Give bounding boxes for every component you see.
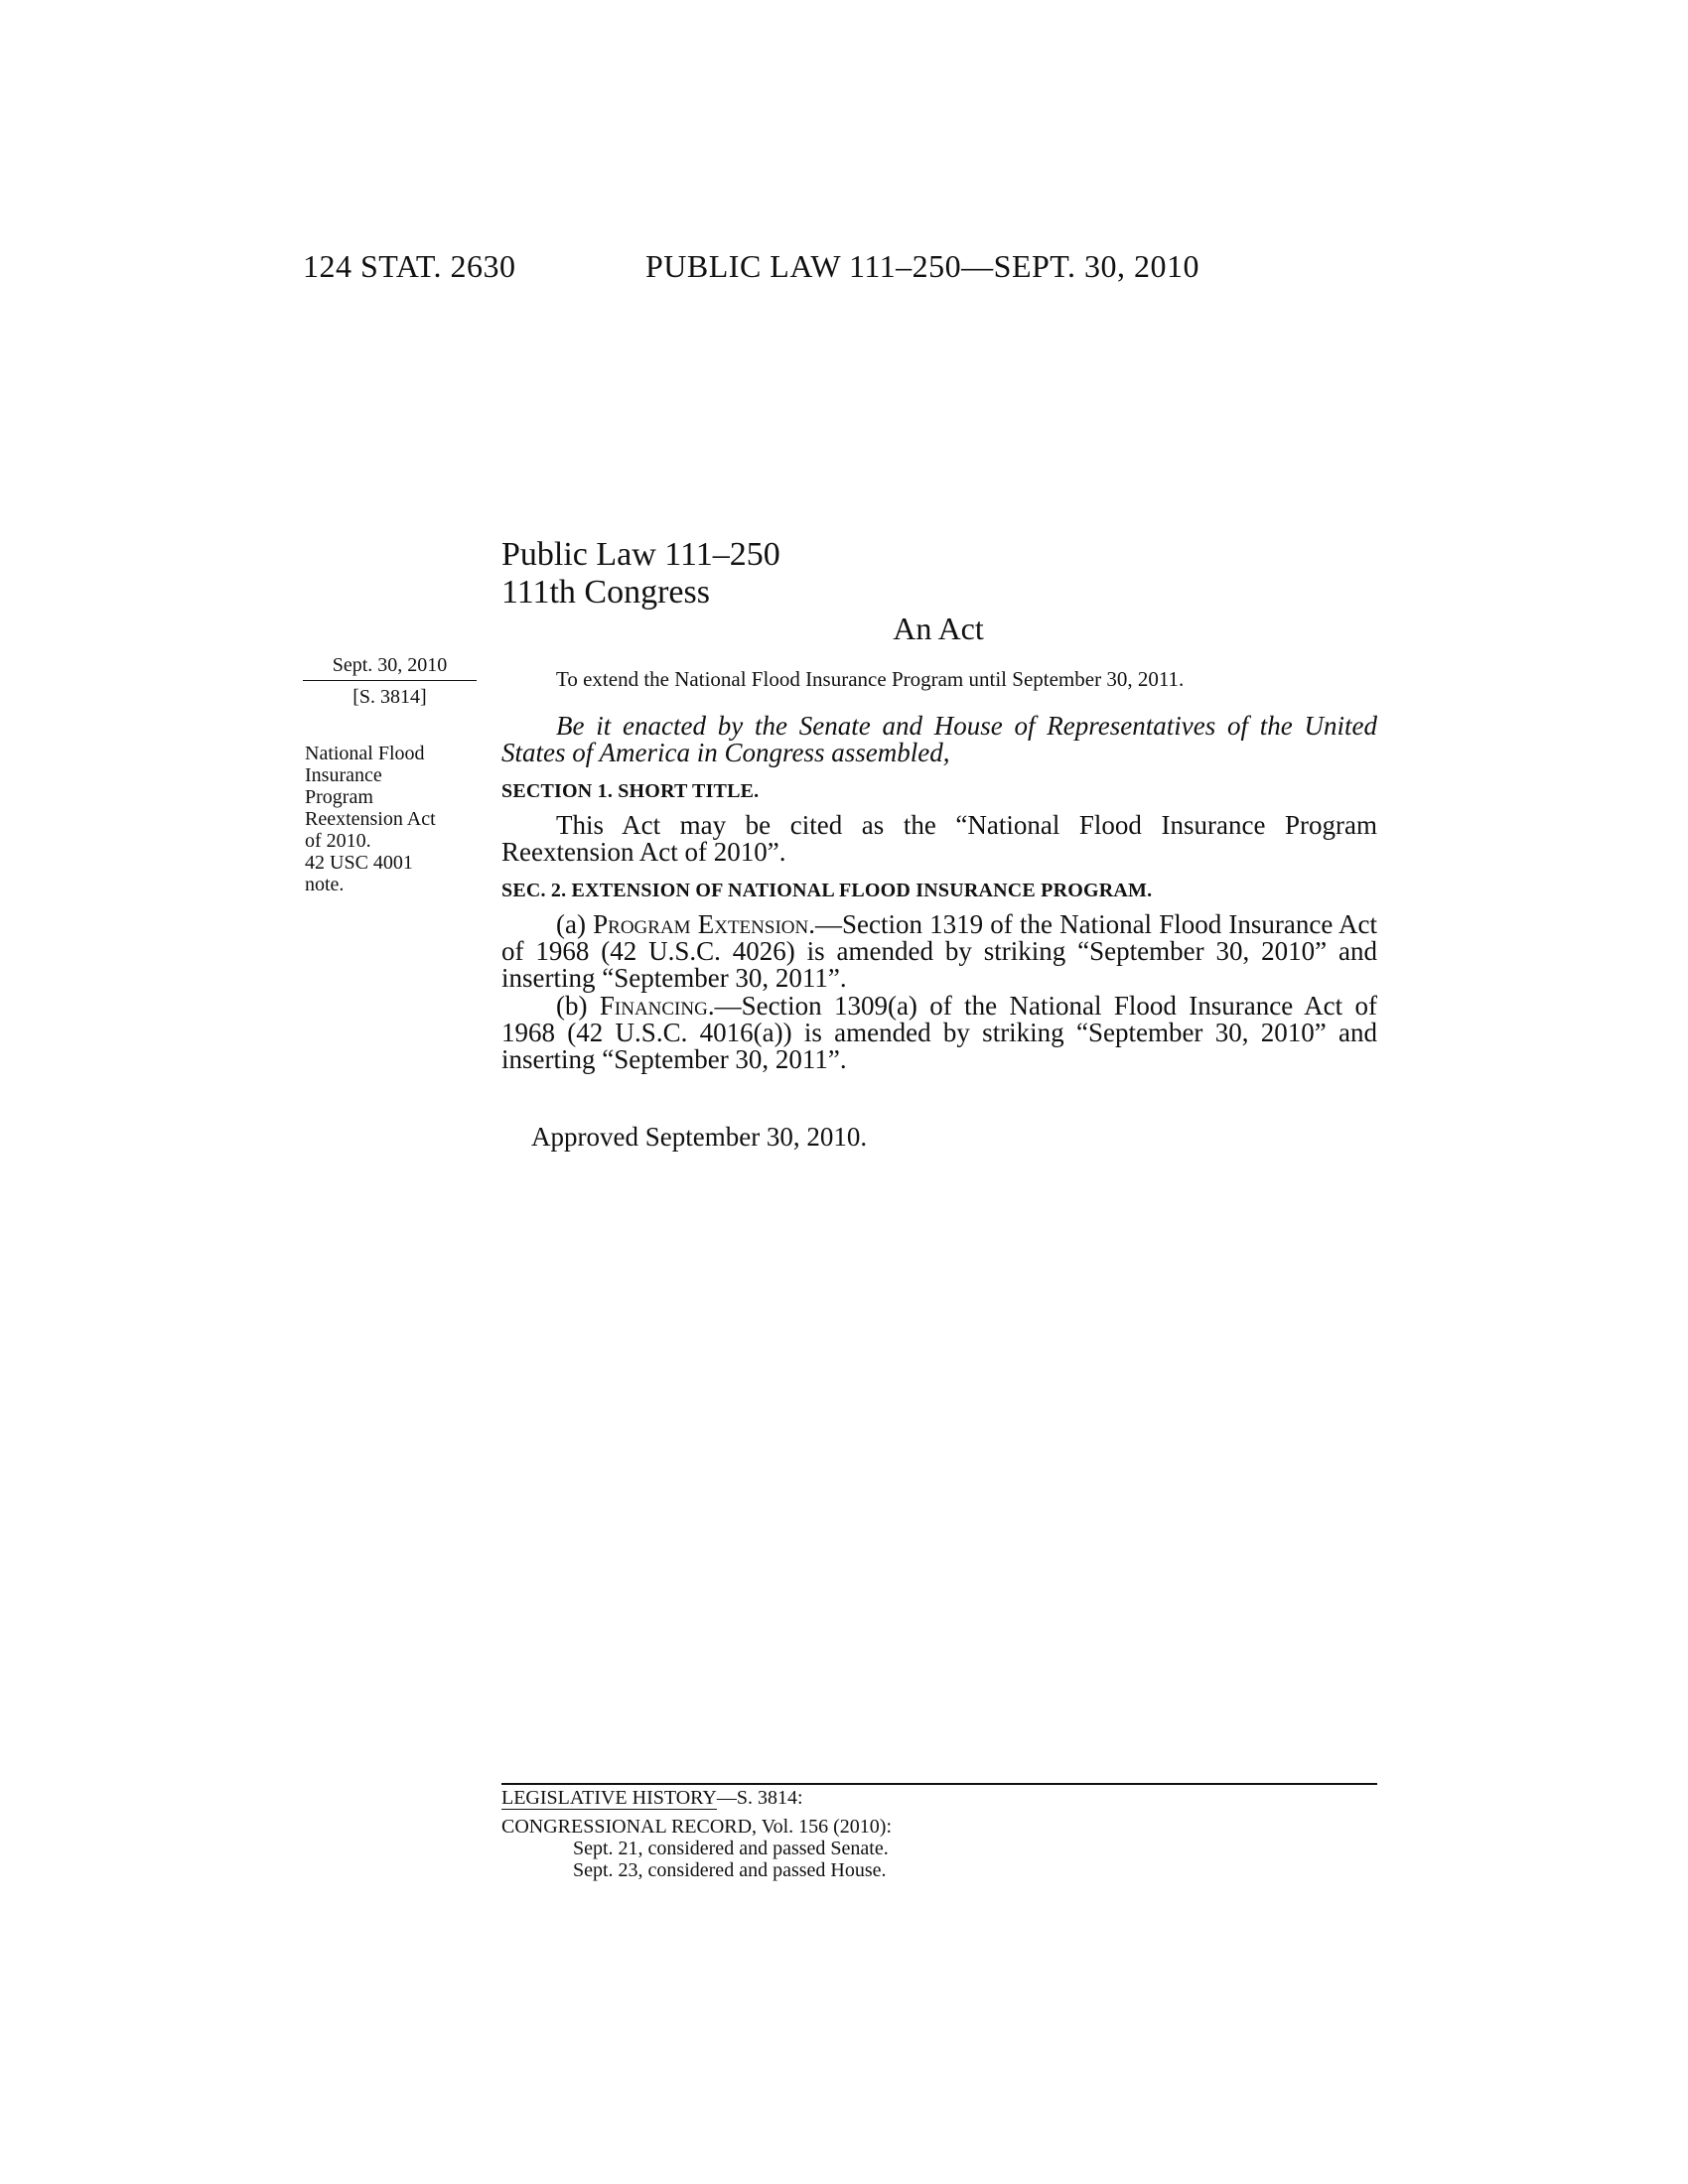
- section-1-text: This Act may be cited as the “National Flood Insurance Program Reextension Act of 2010”.: [501, 810, 1377, 867]
- margin-note-line: of 2010.: [305, 830, 371, 852]
- enacting-clause: Be it enacted by the Senate and House of Representatives of the United States of America in Congress assembled,: [501, 711, 1377, 767]
- margin-date-block: [303, 653, 477, 709]
- subsection-a-text: —Section 1319 of the National Flood Insurance Act of 1968 (42 U.S.C. 4026) is amended by striking “September 30, 2010” and inserting “September 30, 2011”.: [501, 909, 1378, 993]
- stat-page-number: 124 STAT. 2630: [303, 248, 516, 284]
- margin-note-line: Insurance: [305, 764, 382, 786]
- legislative-history-heading: LEGISLATIVE HISTORY: [501, 1787, 717, 1809]
- congress-number: 111th Congress: [501, 574, 710, 611]
- law-number: Public Law 111–250: [501, 536, 780, 573]
- act-purpose: To extend the National Flood Insurance Program until September 30, 2011.: [556, 667, 1185, 691]
- margin-note: [305, 743, 484, 895]
- margin-date: Sept. 30, 2010: [303, 653, 477, 681]
- history-entry: Sept. 23, considered and passed House.: [573, 1859, 887, 1881]
- running-head-law-date: PUBLIC LAW 111–250—SEPT. 30, 2010: [645, 248, 1199, 284]
- congressional-record: CONGRESSIONAL RECORD, Vol. 156 (2010):: [501, 1816, 892, 1838]
- margin-bill-number: [S. 3814]: [352, 686, 427, 708]
- footer-divider: [501, 1783, 1377, 1785]
- subsection-a-label: (a): [556, 909, 586, 939]
- legislative-history-heading-line: [501, 1787, 892, 1810]
- history-entry: Sept. 21, considered and passed Senate.: [573, 1838, 889, 1859]
- subsection-b: [501, 993, 1377, 1073]
- subsection-b-caption: Financing.: [599, 991, 715, 1021]
- law-title-block: [501, 536, 780, 612]
- margin-note-line: Reextension Act: [305, 808, 436, 830]
- act-heading: An Act: [893, 611, 984, 646]
- subsection-b-text: —Section 1309(a) of the National Flood Insurance Act of 1968 (42 U.S.C. 4016(a)) is amended by striking “September 30, 2010” and inserting “September 30, 2011”.: [501, 991, 1377, 1074]
- margin-note-line: 42 USC 4001: [305, 852, 413, 874]
- subsection-a: [501, 911, 1377, 992]
- margin-note-line: National Flood: [305, 743, 425, 764]
- legislative-history: [501, 1787, 892, 1881]
- section-1-heading: SECTION 1. SHORT TITLE.: [501, 780, 760, 802]
- margin-note-line: Program: [305, 786, 373, 808]
- section-2-heading: SEC. 2. EXTENSION OF NATIONAL FLOOD INSURANCE PROGRAM.: [501, 880, 1153, 901]
- subsection-a-caption: Program Extension.: [593, 909, 815, 939]
- approval-line: Approved September 30, 2010.: [531, 1122, 868, 1152]
- legislative-history-bill: —S. 3814:: [716, 1787, 803, 1809]
- margin-note-line: note.: [305, 874, 345, 895]
- subsection-b-label: (b): [556, 991, 588, 1021]
